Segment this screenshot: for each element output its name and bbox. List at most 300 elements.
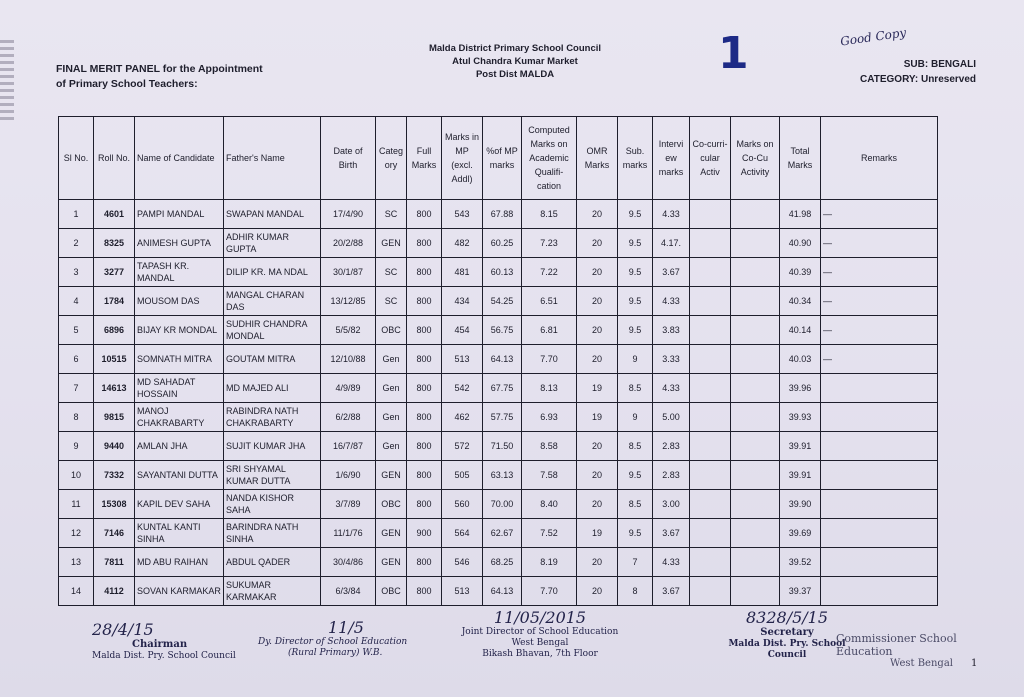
cell-category: SC — [376, 287, 407, 316]
cell-total: 39.69 — [780, 519, 821, 548]
chairman-signature-block — [92, 620, 242, 662]
cell-category: OBC — [376, 490, 407, 519]
commissioner-state-text: West Bengal — [890, 658, 953, 669]
cell-sub: 9.5 — [618, 461, 653, 490]
cell-interview: 3.33 — [653, 345, 690, 374]
handwritten-note: Good Copy — [839, 25, 908, 49]
cell-interview: 4.33 — [653, 374, 690, 403]
cell-full: 800 — [407, 316, 442, 345]
cell-pct: 64.13 — [483, 345, 522, 374]
cell-mp: 543 — [442, 200, 483, 229]
cell-cocu-marks — [731, 229, 780, 258]
cell-cocu — [690, 432, 731, 461]
cell-father: SRI SHYAMAL KUMAR DUTTA — [224, 461, 321, 490]
council-name: Malda District Primary School Council — [428, 43, 602, 54]
cell-roll: 8325 — [94, 229, 135, 258]
cell-roll: 4601 — [94, 200, 135, 229]
table-row — [59, 403, 938, 432]
cell-full: 800 — [407, 461, 442, 490]
cell-pct: 60.13 — [483, 258, 522, 287]
table-row — [59, 490, 938, 519]
cell-cocu — [690, 316, 731, 345]
cell-sl: 2 — [59, 229, 94, 258]
cell-name: SOVAN KARMAKAR — [135, 577, 224, 606]
commissioner-title: Commissioner School Education — [836, 632, 957, 658]
cell-name: MANOJ CHAKRABARTY — [135, 403, 224, 432]
cell-computed: 8.58 — [522, 432, 577, 461]
cell-sl: 3 — [59, 258, 94, 287]
cell-total: 40.03 — [780, 345, 821, 374]
cell-cocu-marks — [731, 200, 780, 229]
cell-total: 40.90 — [780, 229, 821, 258]
cell-cocu-marks — [731, 519, 780, 548]
table-row — [59, 548, 938, 577]
cell-computed: 8.19 — [522, 548, 577, 577]
col-remarks: Remarks — [821, 117, 938, 200]
cell-cocu-marks — [731, 258, 780, 287]
cell-sl: 4 — [59, 287, 94, 316]
cell-name: MOUSOM DAS — [135, 287, 224, 316]
cell-cocu-marks — [731, 287, 780, 316]
cell-full: 900 — [407, 519, 442, 548]
col-sub: Sub. marks — [618, 117, 653, 200]
cell-interview: 4.33 — [653, 548, 690, 577]
cell-interview: 3.83 — [653, 316, 690, 345]
cell-dob: 30/4/86 — [321, 548, 376, 577]
cell-interview: 3.00 — [653, 490, 690, 519]
cell-mp: 513 — [442, 345, 483, 374]
cell-omr: 20 — [577, 258, 618, 287]
cell-sl: 5 — [59, 316, 94, 345]
cell-computed: 8.40 — [522, 490, 577, 519]
cell-sub: 9.5 — [618, 287, 653, 316]
panel-title — [56, 62, 263, 92]
cell-cocu — [690, 519, 731, 548]
cell-interview: 4.17. — [653, 229, 690, 258]
dy-director-sub: (Rural Primary) W.B. — [288, 648, 383, 658]
cell-sl: 14 — [59, 577, 94, 606]
cell-cocu-marks — [731, 548, 780, 577]
cell-omr: 19 — [577, 374, 618, 403]
joint-director-signature: 11/05/2015 — [493, 608, 587, 627]
scan-edge-marks — [0, 40, 14, 120]
cell-pct: 60.25 — [483, 229, 522, 258]
cell-name: KUNTAL KANTI SINHA — [135, 519, 224, 548]
cell-pct: 54.25 — [483, 287, 522, 316]
table-row — [59, 461, 938, 490]
cell-cocu — [690, 577, 731, 606]
cell-dob: 17/4/90 — [321, 200, 376, 229]
cell-father: SUDHIR CHANDRA MONDAL — [224, 316, 321, 345]
cell-sl: 9 — [59, 432, 94, 461]
cell-sub: 9.5 — [618, 519, 653, 548]
cell-remarks: — — [821, 258, 938, 287]
cell-name: SOMNATH MITRA — [135, 345, 224, 374]
cell-dob: 20/2/88 — [321, 229, 376, 258]
cell-roll: 3277 — [94, 258, 135, 287]
joint-director-address: Bikash Bhavan, 7th Floor — [482, 649, 598, 659]
cell-interview: 2.83 — [653, 432, 690, 461]
header-row — [59, 117, 938, 200]
cell-category: OBC — [376, 577, 407, 606]
subject-label: SUB: BENGALI — [903, 59, 976, 70]
handwritten-page-mark: 1 — [718, 28, 749, 79]
cell-roll: 6896 — [94, 316, 135, 345]
cell-full: 800 — [407, 229, 442, 258]
cell-roll: 4112 — [94, 577, 135, 606]
cell-father: GOUTAM MITRA — [224, 345, 321, 374]
table-row — [59, 316, 938, 345]
cell-cocu — [690, 287, 731, 316]
cell-name: PAMPI MANDAL — [135, 200, 224, 229]
cell-full: 800 — [407, 200, 442, 229]
cell-interview: 3.67 — [653, 258, 690, 287]
table-row — [59, 519, 938, 548]
cell-sub: 9.5 — [618, 258, 653, 287]
table-row — [59, 345, 938, 374]
cell-category: SC — [376, 200, 407, 229]
cell-cocu — [690, 345, 731, 374]
cell-full: 800 — [407, 490, 442, 519]
cell-interview: 3.67 — [653, 519, 690, 548]
cell-computed: 6.93 — [522, 403, 577, 432]
table-row — [59, 229, 938, 258]
cell-mp: 572 — [442, 432, 483, 461]
cell-father: MANGAL CHARAN DAS — [224, 287, 321, 316]
chairman-title: Chairman — [132, 639, 188, 650]
cell-cocu-marks — [731, 490, 780, 519]
cell-computed: 6.51 — [522, 287, 577, 316]
cell-pct: 62.67 — [483, 519, 522, 548]
council-market: Atul Chandra Kumar Market — [452, 56, 578, 67]
cell-remarks: — — [821, 345, 938, 374]
cell-remarks — [821, 490, 938, 519]
cell-dob: 4/9/89 — [321, 374, 376, 403]
cell-computed: 8.15 — [522, 200, 577, 229]
cell-mp: 546 — [442, 548, 483, 577]
cell-sub: 8 — [618, 577, 653, 606]
cell-cocu — [690, 403, 731, 432]
page-number: 1 — [970, 658, 978, 669]
cell-roll: 7811 — [94, 548, 135, 577]
cell-category: GEN — [376, 461, 407, 490]
col-interview: Intervi ew marks — [653, 117, 690, 200]
cell-dob: 12/10/88 — [321, 345, 376, 374]
cell-computed: 7.70 — [522, 577, 577, 606]
cell-dob: 11/1/76 — [321, 519, 376, 548]
cell-sub: 8.5 — [618, 432, 653, 461]
cell-category: Gen — [376, 374, 407, 403]
cell-computed: 8.13 — [522, 374, 577, 403]
cell-sub: 7 — [618, 548, 653, 577]
chairman-org: Malda Dist. Pry. School Council — [92, 651, 236, 661]
cell-cocu — [690, 490, 731, 519]
cell-father: SUKUMAR KARMAKAR — [224, 577, 321, 606]
col-full: Full Marks — [407, 117, 442, 200]
cell-cocu-marks — [731, 403, 780, 432]
cell-omr: 19 — [577, 519, 618, 548]
col-name: Name of Candidate — [135, 117, 224, 200]
cell-cocu — [690, 461, 731, 490]
cell-omr: 20 — [577, 490, 618, 519]
cell-sub: 9 — [618, 403, 653, 432]
cell-interview: 5.00 — [653, 403, 690, 432]
cell-name: MD SAHADAT HOSSAIN — [135, 374, 224, 403]
cell-interview: 4.33 — [653, 200, 690, 229]
cell-category: Gen — [376, 345, 407, 374]
category-label: CATEGORY: Unreserved — [860, 74, 976, 85]
cell-name: AMLAN JHA — [135, 432, 224, 461]
cell-father: NANDA KISHOR SAHA — [224, 490, 321, 519]
dy-director-signature: 11/5 — [328, 618, 364, 637]
cell-total: 40.34 — [780, 287, 821, 316]
cell-sl: 13 — [59, 548, 94, 577]
cell-sub: 9.5 — [618, 316, 653, 345]
cell-total: 39.93 — [780, 403, 821, 432]
table-row — [59, 258, 938, 287]
secretary-org: Malda Dist. Pry. School Council — [728, 639, 846, 660]
cell-dob: 16/7/87 — [321, 432, 376, 461]
cell-father: ADHIR KUMAR GUPTA — [224, 229, 321, 258]
cell-interview: 4.33 — [653, 287, 690, 316]
cell-cocu-marks — [731, 577, 780, 606]
cell-mp: 462 — [442, 403, 483, 432]
cell-total: 39.91 — [780, 432, 821, 461]
col-mp: Marks in MP (excl. Addl) — [442, 117, 483, 200]
cell-interview: 2.83 — [653, 461, 690, 490]
cell-omr: 20 — [577, 577, 618, 606]
cell-pct: 68.25 — [483, 548, 522, 577]
cell-remarks — [821, 577, 938, 606]
merit-table — [58, 116, 938, 606]
cell-name: SAYANTANI DUTTA — [135, 461, 224, 490]
cell-interview: 3.67 — [653, 577, 690, 606]
secretary-signature: 8328/5/15 — [745, 608, 829, 627]
cell-sl: 8 — [59, 403, 94, 432]
cell-mp: 454 — [442, 316, 483, 345]
commissioner-state — [890, 658, 1016, 669]
cell-sl: 1 — [59, 200, 94, 229]
cell-pct: 57.75 — [483, 403, 522, 432]
cell-omr: 20 — [577, 548, 618, 577]
cell-sl: 11 — [59, 490, 94, 519]
table-row — [59, 577, 938, 606]
cell-remarks: — — [821, 200, 938, 229]
cell-sl: 12 — [59, 519, 94, 548]
cell-full: 800 — [407, 258, 442, 287]
cell-category: Gen — [376, 403, 407, 432]
cell-computed: 6.81 — [522, 316, 577, 345]
cell-full: 800 — [407, 403, 442, 432]
col-omr: OMR Marks — [577, 117, 618, 200]
cell-name: ANIMESH GUPTA — [135, 229, 224, 258]
cell-total: 39.90 — [780, 490, 821, 519]
cell-sl: 7 — [59, 374, 94, 403]
cell-full: 800 — [407, 577, 442, 606]
dy-director-title: Dy. Director of School Education — [258, 637, 408, 647]
council-address — [380, 42, 650, 81]
cell-dob: 13/12/85 — [321, 287, 376, 316]
table-row — [59, 432, 938, 461]
cell-father: ABDUL QADER — [224, 548, 321, 577]
cell-computed: 7.23 — [522, 229, 577, 258]
cell-cocu — [690, 548, 731, 577]
cell-remarks — [821, 403, 938, 432]
cell-total: 39.96 — [780, 374, 821, 403]
council-post: Post Dist MALDA — [475, 69, 555, 80]
cell-full: 800 — [407, 374, 442, 403]
cell-category: GEN — [376, 519, 407, 548]
cell-dob: 5/5/82 — [321, 316, 376, 345]
cell-full: 800 — [407, 287, 442, 316]
cell-sl: 6 — [59, 345, 94, 374]
cell-mp: 564 — [442, 519, 483, 548]
cell-total: 40.39 — [780, 258, 821, 287]
cell-omr: 20 — [577, 461, 618, 490]
cell-name: KAPIL DEV SAHA — [135, 490, 224, 519]
cell-computed: 7.70 — [522, 345, 577, 374]
joint-director-state: West Bengal — [511, 638, 569, 648]
cell-dob: 3/7/89 — [321, 490, 376, 519]
table-row — [59, 287, 938, 316]
cell-category: GEN — [376, 548, 407, 577]
cell-pct: 56.75 — [483, 316, 522, 345]
cell-name: TAPASH KR. MANDAL — [135, 258, 224, 287]
cell-pct: 70.00 — [483, 490, 522, 519]
cell-pct: 71.50 — [483, 432, 522, 461]
cell-omr: 20 — [577, 316, 618, 345]
cell-roll: 9440 — [94, 432, 135, 461]
cell-remarks: — — [821, 229, 938, 258]
cell-pct: 67.75 — [483, 374, 522, 403]
cell-name: BIJAY KR MONDAL — [135, 316, 224, 345]
cell-mp: 481 — [442, 258, 483, 287]
col-category: Categ ory — [376, 117, 407, 200]
cell-total: 39.37 — [780, 577, 821, 606]
dy-director-signature-block — [258, 618, 428, 659]
cell-name: MD ABU RAIHAN — [135, 548, 224, 577]
cell-pct: 67.88 — [483, 200, 522, 229]
cell-father: RABINDRA NATH CHAKRABARTY — [224, 403, 321, 432]
cell-remarks — [821, 432, 938, 461]
cell-roll: 9815 — [94, 403, 135, 432]
cell-total: 41.98 — [780, 200, 821, 229]
cell-omr: 20 — [577, 229, 618, 258]
cell-father: BARINDRA NATH SINHA — [224, 519, 321, 548]
cell-roll: 7332 — [94, 461, 135, 490]
cell-father: SUJIT KUMAR JHA — [224, 432, 321, 461]
cell-computed: 7.52 — [522, 519, 577, 548]
col-cocu: Co-curri-cular Activ — [690, 117, 731, 200]
cell-father: MD MAJED ALI — [224, 374, 321, 403]
panel-title-line1: FINAL MERIT PANEL for the Appointment — [56, 63, 263, 75]
cell-omr: 20 — [577, 432, 618, 461]
cell-father: SWAPAN MANDAL — [224, 200, 321, 229]
cell-cocu — [690, 258, 731, 287]
cell-remarks: — — [821, 287, 938, 316]
cell-category: OBC — [376, 316, 407, 345]
cell-full: 800 — [407, 432, 442, 461]
col-father: Father's Name — [224, 117, 321, 200]
cell-sub: 9.5 — [618, 229, 653, 258]
cell-dob: 6/2/88 — [321, 403, 376, 432]
cell-full: 800 — [407, 548, 442, 577]
cell-remarks — [821, 519, 938, 548]
cell-total: 39.91 — [780, 461, 821, 490]
cell-dob: 1/6/90 — [321, 461, 376, 490]
cell-computed: 7.58 — [522, 461, 577, 490]
cell-category: SC — [376, 258, 407, 287]
col-dob: Date of Birth — [321, 117, 376, 200]
cell-cocu-marks — [731, 461, 780, 490]
cell-dob: 30/1/87 — [321, 258, 376, 287]
cell-remarks — [821, 461, 938, 490]
cell-sub: 9.5 — [618, 200, 653, 229]
panel-title-line2: of Primary School Teachers: — [56, 78, 198, 90]
cell-roll: 15308 — [94, 490, 135, 519]
cell-cocu-marks — [731, 374, 780, 403]
col-sl: Sl No. — [59, 117, 94, 200]
cell-cocu — [690, 229, 731, 258]
cell-omr: 20 — [577, 345, 618, 374]
cell-mp: 482 — [442, 229, 483, 258]
cell-pct: 64.13 — [483, 577, 522, 606]
cell-cocu — [690, 200, 731, 229]
cell-omr: 20 — [577, 200, 618, 229]
cell-mp: 434 — [442, 287, 483, 316]
secretary-title: Secretary — [760, 627, 814, 638]
cell-roll: 1784 — [94, 287, 135, 316]
cell-dob: 6/3/84 — [321, 577, 376, 606]
cell-cocu-marks — [731, 432, 780, 461]
col-roll: Roll No. — [94, 117, 135, 200]
cell-pct: 63.13 — [483, 461, 522, 490]
table-row — [59, 374, 938, 403]
cell-sub: 8.5 — [618, 374, 653, 403]
cell-mp: 505 — [442, 461, 483, 490]
cell-total: 39.52 — [780, 548, 821, 577]
cell-remarks — [821, 374, 938, 403]
cell-mp: 542 — [442, 374, 483, 403]
cell-omr: 20 — [577, 287, 618, 316]
commissioner-signature-block — [836, 632, 1016, 669]
table-row — [59, 200, 938, 229]
joint-director-title: Joint Director of School Education — [461, 627, 619, 637]
col-pct: %of MP marks — [483, 117, 522, 200]
cell-remarks: — — [821, 316, 938, 345]
cell-roll: 14613 — [94, 374, 135, 403]
cell-cocu-marks — [731, 345, 780, 374]
cell-cocu-marks — [731, 316, 780, 345]
cell-category: GEN — [376, 229, 407, 258]
chairman-signature: 28/4/15 — [92, 620, 154, 639]
cell-mp: 513 — [442, 577, 483, 606]
cell-total: 40.14 — [780, 316, 821, 345]
cell-cocu — [690, 374, 731, 403]
cell-omr: 19 — [577, 403, 618, 432]
cell-sub: 8.5 — [618, 490, 653, 519]
cell-full: 800 — [407, 345, 442, 374]
cell-sub: 9 — [618, 345, 653, 374]
cell-remarks — [821, 548, 938, 577]
col-total: Total Marks — [780, 117, 821, 200]
cell-roll: 7146 — [94, 519, 135, 548]
cell-computed: 7.22 — [522, 258, 577, 287]
col-cocu-marks: Marks on Co-Cu Activity — [731, 117, 780, 200]
cell-category: Gen — [376, 432, 407, 461]
subject-category — [860, 57, 976, 87]
joint-director-signature-block — [450, 608, 630, 660]
